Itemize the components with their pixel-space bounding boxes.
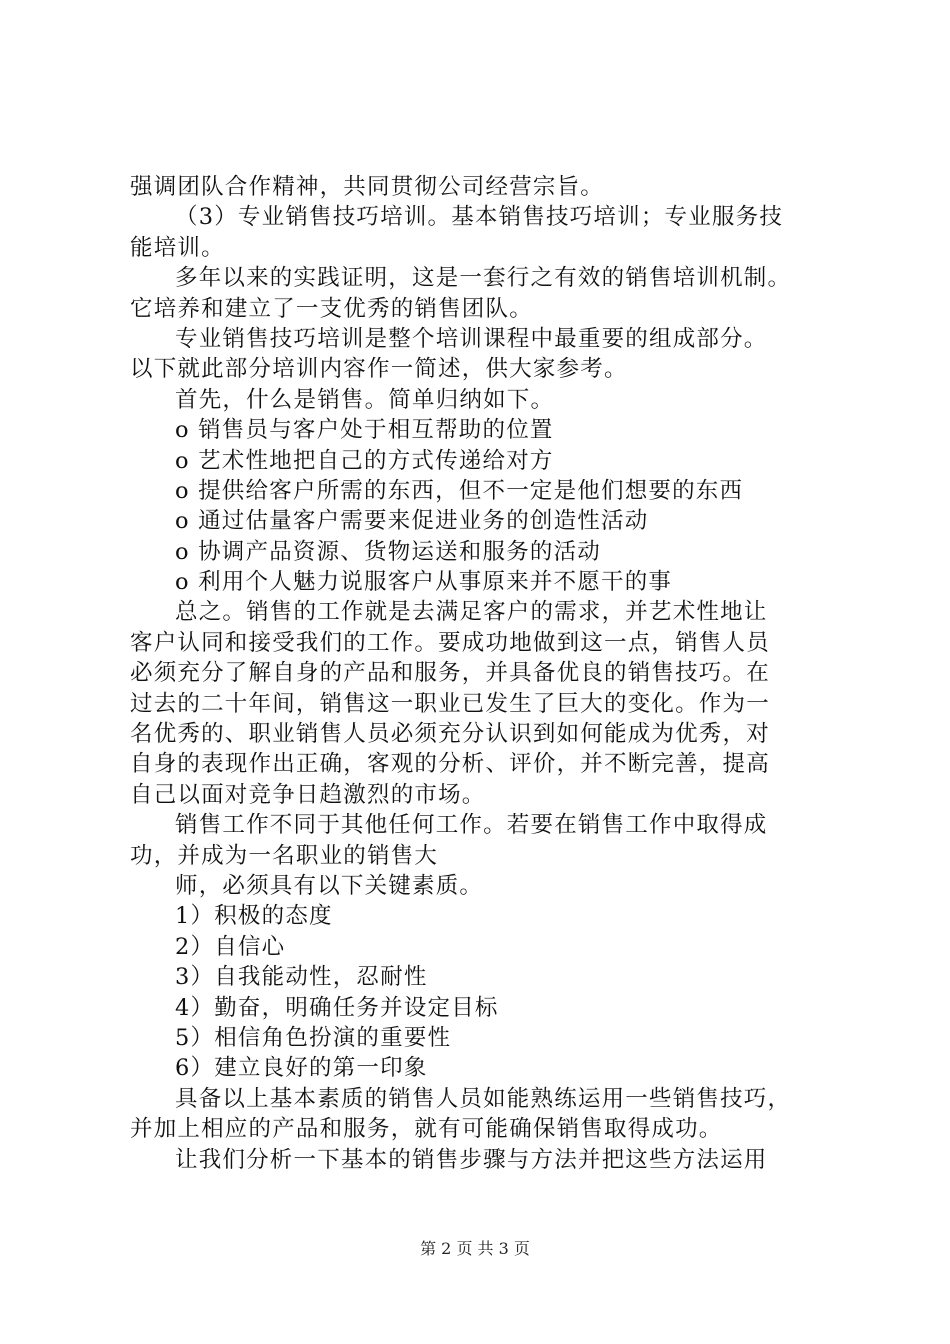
text-line: 自己以面对竞争日趋激烈的市场。 xyxy=(130,781,486,808)
text-line: 能培训。 xyxy=(130,234,225,261)
text-line: 多年以来的实践证明，这是一套行之有效的销售培训机制。 xyxy=(175,265,792,292)
text-line: 专业销售技巧培训是整个培训课程中最重要的组成部分。 xyxy=(175,325,768,352)
text-line: 销售工作不同于其他任何工作。若要在销售工作中取得成 xyxy=(175,812,768,839)
text-line: 以下就此部分培训内容作一简述，供大家参考。 xyxy=(130,356,628,383)
text-line: 4）勤奋，明确任务并设定目标 xyxy=(175,994,499,1021)
text-line: o 通过估量客户需要来促进业务的创造性活动 xyxy=(175,508,649,535)
text-line: （3）专业销售技巧培训。基本销售技巧培训；专业服务技 xyxy=(175,204,784,231)
text-line: 6）建立良好的第一印象 xyxy=(175,1055,428,1082)
text-line: o 利用个人魅力说服客户从事原来并不愿干的事 xyxy=(175,569,673,596)
text-line: 客户认同和接受我们的工作。要成功地做到这一点，销售人员 xyxy=(130,629,770,656)
text-line: o 协调产品资源、货物运送和服务的活动 xyxy=(175,538,601,565)
text-line: 功，并成为一名职业的销售大 xyxy=(130,842,439,869)
text-line: 强调团队合作精神，共同贯彻公司经营宗旨。 xyxy=(130,174,605,200)
text-line: 过去的二十年间，销售这一职业已发生了巨大的变化。作为一 xyxy=(130,690,770,717)
document-body xyxy=(130,172,840,1175)
text-line: o 提供给客户所需的东西，但不一定是他们想要的东西 xyxy=(175,477,744,504)
text-line: 3）自我能动性，忍耐性 xyxy=(175,964,428,991)
text-line: 它培养和建立了一支优秀的销售团队。 xyxy=(130,295,533,322)
text-line: 并加上相应的产品和服务，就有可能确保销售取得成功。 xyxy=(130,1116,723,1143)
text-line: 首先，什么是销售。简单归纳如下。 xyxy=(175,386,555,413)
text-line: 5）相信角色扮演的重要性 xyxy=(175,1024,452,1051)
page-footer: 第 2 页 共 3 页 xyxy=(420,1239,530,1258)
text-line: 师，必须具有以下关键素质。 xyxy=(175,872,484,899)
text-line: 总之。销售的工作就是去满足客户的需求，并艺术性地让 xyxy=(175,599,768,626)
text-line: 1）积极的态度 xyxy=(175,903,333,930)
text-line: o 艺术性地把自己的方式传递给对方 xyxy=(175,447,554,474)
text-line: o 销售员与客户处于相互帮助的位置 xyxy=(175,417,554,444)
text-line: 具备以上基本素质的销售人员如能熟练运用一些销售技巧， xyxy=(175,1085,792,1112)
text-line: 名优秀的、职业销售人员必须充分认识到如何能成为优秀，对 xyxy=(130,721,770,748)
text-line: 让我们分析一下基本的销售步骤与方法并把这些方法运用 xyxy=(175,1146,768,1173)
text-line: 自身的表现作出正确，客观的分析、评价，并不断完善，提高 xyxy=(130,751,770,778)
text-line: 2）自信心 xyxy=(175,933,286,960)
text-line: 必须充分了解自身的产品和服务，并具备优良的销售技巧。在 xyxy=(130,660,770,687)
